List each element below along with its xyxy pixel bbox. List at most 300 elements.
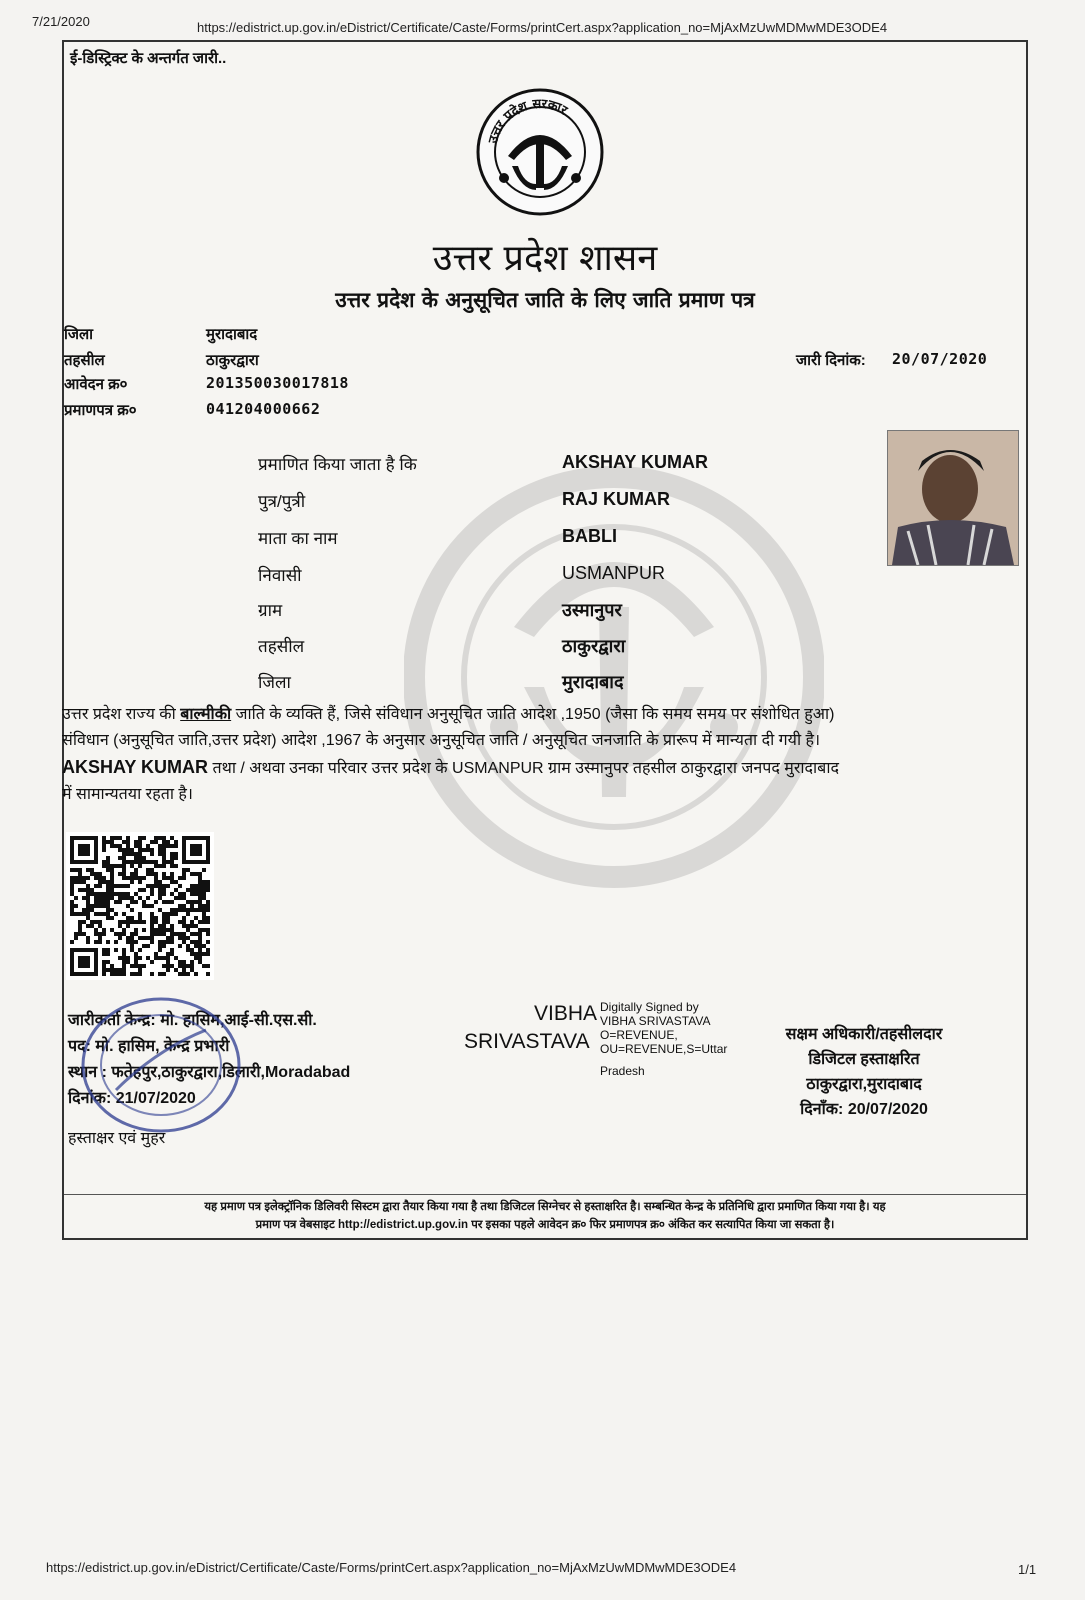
qr-module <box>126 896 130 900</box>
digital-sign-name-1: VIBHA <box>534 1002 598 1025</box>
qr-module <box>150 936 154 940</box>
qr-module <box>166 916 170 920</box>
qr-module <box>110 964 114 968</box>
qr-module <box>158 924 162 928</box>
qr-module <box>174 896 178 900</box>
qr-module <box>110 896 114 900</box>
qr-module <box>94 872 98 876</box>
qr-module <box>122 852 126 856</box>
para-text-1b: जाति के व्यक्ति हैं, जिसे संविधान अनुसूचित जाति आदेश ,1950 (जैसा कि समय समय पर संशोधित हुआ) <box>231 706 835 723</box>
qr-module <box>198 908 202 912</box>
para-line-3 <box>62 754 1002 782</box>
qr-module <box>98 932 102 936</box>
qr-module <box>178 936 182 940</box>
qr-module <box>82 908 86 912</box>
qr-module <box>174 932 178 936</box>
qr-module <box>134 940 138 944</box>
qr-module <box>206 904 210 908</box>
qr-module <box>190 884 194 888</box>
qr-module <box>182 932 186 936</box>
digital-sign-name-2: SRIVASTAVA <box>464 1030 590 1053</box>
qr-module <box>126 876 130 880</box>
qr-module <box>118 836 122 840</box>
qr-module <box>174 852 178 856</box>
qr-module <box>162 928 166 932</box>
qr-module <box>86 868 90 872</box>
meta-tehsil-label: तहसील <box>64 352 105 369</box>
qr-module <box>170 964 174 968</box>
qr-module <box>78 868 82 872</box>
field-value-mother: BABLI <box>562 526 617 546</box>
qr-module <box>182 868 186 872</box>
qr-module <box>206 916 210 920</box>
qr-module <box>198 880 202 884</box>
qr-module <box>106 896 110 900</box>
qr-module <box>86 924 90 928</box>
qr-module <box>130 964 134 968</box>
qr-module <box>90 920 94 924</box>
qr-module <box>122 864 126 868</box>
qr-module <box>158 940 162 944</box>
qr-module <box>134 868 138 872</box>
qr-module <box>102 968 106 972</box>
qr-module <box>190 924 194 928</box>
qr-module <box>114 912 118 916</box>
qr-module <box>162 940 166 944</box>
qr-module <box>86 940 90 944</box>
qr-module <box>138 972 142 976</box>
footnote <box>64 1198 1026 1234</box>
qr-module <box>170 844 174 848</box>
qr-module <box>178 960 182 964</box>
qr-module <box>82 920 86 924</box>
qr-module <box>106 904 110 908</box>
qr-module <box>158 888 162 892</box>
qr-module <box>190 964 194 968</box>
qr-module <box>142 856 146 860</box>
qr-module <box>138 916 142 920</box>
qr-module <box>178 884 182 888</box>
qr-module <box>154 928 158 932</box>
qr-module <box>94 896 98 900</box>
qr-module <box>106 840 110 844</box>
qr-module <box>190 904 194 908</box>
qr-module <box>202 880 206 884</box>
qr-module <box>170 860 174 864</box>
qr-module <box>102 952 106 956</box>
qr-module <box>90 904 94 908</box>
qr-module <box>178 932 182 936</box>
qr-module <box>166 960 170 964</box>
qr-module <box>130 900 134 904</box>
qr-module <box>130 860 134 864</box>
qr-module <box>106 860 110 864</box>
qr-module <box>142 936 146 940</box>
qr-module <box>202 868 206 872</box>
qr-module <box>70 888 74 892</box>
qr-module <box>154 864 158 868</box>
qr-code-icon[interactable] <box>66 832 214 980</box>
qr-module <box>158 948 162 952</box>
qr-module <box>110 876 114 880</box>
qr-module <box>154 872 158 876</box>
issue-date-value: 20/07/2020 <box>892 350 988 368</box>
qr-module <box>150 932 154 936</box>
qr-module <box>198 952 202 956</box>
qr-module <box>162 912 166 916</box>
qr-module <box>98 892 102 896</box>
qr-module <box>70 908 74 912</box>
qr-module <box>142 944 146 948</box>
qr-module <box>182 872 186 876</box>
qr-module <box>110 880 114 884</box>
qr-module <box>198 876 202 880</box>
qr-module <box>162 972 166 976</box>
qr-module <box>190 888 194 892</box>
authority-digital: डिजिटल हस्ताक्षरित <box>808 1051 920 1068</box>
qr-module <box>186 948 190 952</box>
qr-module <box>122 884 126 888</box>
qr-module <box>86 916 90 920</box>
qr-module <box>166 968 170 972</box>
qr-module <box>190 948 194 952</box>
qr-module <box>150 848 154 852</box>
qr-module <box>190 908 194 912</box>
qr-module <box>198 904 202 908</box>
qr-module <box>198 900 202 904</box>
qr-module <box>78 888 82 892</box>
qr-module <box>170 856 174 860</box>
qr-module <box>98 872 102 876</box>
person-photo-icon <box>888 431 1018 565</box>
qr-module <box>190 920 194 924</box>
qr-module <box>138 836 142 840</box>
qr-module <box>146 884 150 888</box>
qr-module <box>86 896 90 900</box>
qr-module <box>158 908 162 912</box>
certificate <box>62 40 1028 1240</box>
qr-module <box>206 948 210 952</box>
para-line-2: संविधान (अनुसूचित जाति,उत्तर प्रदेश) आदेश ,1967 के अनुसार अनुसूचित जाति / अनुसूचित जनजाति के प्रारूप में मान्यता दी गयी है। <box>62 732 821 749</box>
qr-module <box>178 944 182 948</box>
qr-module <box>134 892 138 896</box>
para-text-1a: उत्तर प्रदेश राज्य की <box>62 706 181 723</box>
qr-module <box>98 876 102 880</box>
qr-module <box>146 956 150 960</box>
footer-url[interactable]: https://edistrict.up.gov.in/eDistrict/Certificate/Caste/Forms/printCert.aspx?application_no=MjAxMzUwMDMwMDE3ODE4 <box>46 1560 737 1575</box>
qr-module <box>70 892 74 896</box>
qr-module <box>118 884 122 888</box>
qr-module <box>174 912 178 916</box>
field-value-village: उस्मानुपर <box>562 600 622 620</box>
qr-module <box>142 904 146 908</box>
qr-module <box>182 940 186 944</box>
qr-module <box>118 856 122 860</box>
qr-module <box>154 920 158 924</box>
qr-module <box>110 836 114 840</box>
qr-module <box>130 948 134 952</box>
qr-module <box>98 900 102 904</box>
qr-module <box>134 900 138 904</box>
qr-module <box>166 952 170 956</box>
qr-module <box>86 900 90 904</box>
digital-sign-line-3: O=REVENUE, <box>600 1028 678 1042</box>
qr-module <box>126 860 130 864</box>
qr-module <box>162 884 166 888</box>
qr-module <box>118 892 122 896</box>
qr-module <box>206 928 210 932</box>
qr-module <box>114 968 118 972</box>
qr-module <box>186 928 190 932</box>
qr-module <box>202 944 206 948</box>
issuer-sign-label: हस्ताक्षर एवं मुहर <box>68 1130 166 1147</box>
qr-module <box>166 920 170 924</box>
qr-module <box>106 892 110 896</box>
issuer-center: जारीकर्ता केन्द्र: मो. हासिम,आई-सी.एस.सी. <box>68 1012 317 1029</box>
qr-module <box>94 932 98 936</box>
qr-module <box>98 896 102 900</box>
qr-module <box>138 864 142 868</box>
qr-module <box>190 960 194 964</box>
qr-module <box>134 840 138 844</box>
qr-module <box>182 924 186 928</box>
qr-module <box>74 880 78 884</box>
qr-module <box>106 912 110 916</box>
qr-module <box>102 928 106 932</box>
para-line-1 <box>62 702 1002 728</box>
qr-module <box>138 920 142 924</box>
qr-module <box>130 936 134 940</box>
qr-module <box>142 964 146 968</box>
qr-module <box>134 860 138 864</box>
qr-module <box>150 916 154 920</box>
qr-module <box>98 924 102 928</box>
qr-module <box>198 956 202 960</box>
qr-module <box>94 928 98 932</box>
qr-module <box>158 944 162 948</box>
qr-module <box>202 888 206 892</box>
qr-module <box>70 912 74 916</box>
qr-module <box>134 932 138 936</box>
field-label-mother: माता का नाम <box>258 529 338 548</box>
qr-module <box>198 960 202 964</box>
qr-module <box>182 968 186 972</box>
qr-module <box>162 836 166 840</box>
qr-module <box>162 856 166 860</box>
qr-module <box>170 928 174 932</box>
field-label-son-daughter: पुत्र/पुत्री <box>258 492 306 511</box>
qr-module <box>106 968 110 972</box>
qr-module <box>182 964 186 968</box>
qr-module <box>150 904 154 908</box>
qr-module <box>122 848 126 852</box>
qr-module <box>194 924 198 928</box>
qr-module <box>166 936 170 940</box>
issued-under: ई-डिस्ट्रिक्ट के अन्तर्गत जारी.. <box>70 50 227 67</box>
qr-module <box>126 956 130 960</box>
qr-module <box>174 968 178 972</box>
qr-module <box>186 888 190 892</box>
qr-module <box>166 956 170 960</box>
qr-module <box>182 936 186 940</box>
qr-module <box>86 936 90 940</box>
qr-module <box>130 872 134 876</box>
qr-module <box>126 924 130 928</box>
qr-module <box>170 948 174 952</box>
qr-module <box>186 912 190 916</box>
qr-module <box>126 848 130 852</box>
qr-module <box>206 888 210 892</box>
qr-module <box>202 964 206 968</box>
qr-module <box>154 952 158 956</box>
qr-module <box>194 956 198 960</box>
qr-module <box>74 896 78 900</box>
qr-module <box>94 900 98 904</box>
qr-module <box>202 928 206 932</box>
qr-module <box>110 892 114 896</box>
qr-module <box>198 940 202 944</box>
qr-module <box>94 884 98 888</box>
meta-application-value: 201350030017818 <box>206 374 349 392</box>
qr-module <box>102 972 106 976</box>
meta-district-label: जिला <box>64 326 94 343</box>
qr-module <box>162 900 166 904</box>
qr-module <box>118 924 122 928</box>
caste-name: बाल्मीकी <box>180 706 232 723</box>
meta-district-value: मुरादाबाद <box>206 326 258 343</box>
qr-module <box>170 924 174 928</box>
qr-module <box>98 940 102 944</box>
qr-module <box>86 912 90 916</box>
qr-module <box>122 920 126 924</box>
qr-module <box>198 944 202 948</box>
qr-module <box>122 952 126 956</box>
print-url[interactable]: https://edistrict.up.gov.in/eDistrict/Certificate/Caste/Forms/printCert.aspx?application_no=MjAxMzUwMDMwMDE3ODE4 <box>197 20 888 35</box>
qr-module <box>162 848 166 852</box>
field-value-resident: USMANPUR <box>562 563 666 583</box>
qr-module <box>102 840 106 844</box>
footnote-line-2: प्रमाण पत्र वेबसाइट http://edistrict.up.gov.in पर इसका पहले आवेदन क्र० फिर प्रमाणपत्र क्र० अंकित कर सत्यापित किया जा सकता है। <box>255 1219 835 1231</box>
qr-module <box>106 940 110 944</box>
qr-module <box>182 920 186 924</box>
qr-module <box>98 904 102 908</box>
qr-module <box>138 840 142 844</box>
qr-module <box>86 904 90 908</box>
qr-module <box>170 900 174 904</box>
qr-module <box>134 876 138 880</box>
qr-module <box>74 876 78 880</box>
qr-module <box>122 856 126 860</box>
digital-sign-line-2: VIBHA SRIVASTAVA <box>600 1014 711 1028</box>
qr-module <box>150 852 154 856</box>
qr-module <box>162 964 166 968</box>
qr-module <box>86 884 90 888</box>
qr-module <box>142 876 146 880</box>
qr-module <box>150 868 154 872</box>
qr-module <box>162 844 166 848</box>
issuer-date: दिनांक: 21/07/2020 <box>68 1090 196 1107</box>
qr-module <box>90 924 94 928</box>
up-government-emblem-icon <box>474 86 606 218</box>
qr-module <box>150 940 154 944</box>
qr-module <box>142 836 146 840</box>
qr-module <box>122 972 126 976</box>
qr-module <box>102 932 106 936</box>
qr-module <box>110 840 114 844</box>
qr-module <box>114 892 118 896</box>
qr-module <box>150 860 154 864</box>
qr-module <box>102 860 106 864</box>
qr-module <box>122 868 126 872</box>
qr-module <box>102 848 106 852</box>
qr-module <box>206 884 210 888</box>
qr-module <box>198 888 202 892</box>
qr-module <box>158 956 162 960</box>
qr-module <box>146 860 150 864</box>
qr-module <box>158 892 162 896</box>
qr-module <box>130 880 134 884</box>
qr-module <box>186 868 190 872</box>
qr-module <box>102 960 106 964</box>
qr-module <box>158 880 162 884</box>
qr-module <box>70 940 74 944</box>
qr-module <box>150 972 154 976</box>
field-label-tehsil: तहसील <box>258 637 305 656</box>
issuer-stamp-icon <box>76 990 246 1140</box>
qr-module <box>190 932 194 936</box>
qr-module <box>190 952 194 956</box>
qr-module <box>158 972 162 976</box>
qr-module <box>102 880 106 884</box>
qr-module <box>170 876 174 880</box>
qr-module <box>166 900 170 904</box>
qr-module <box>150 884 154 888</box>
qr-module <box>166 844 170 848</box>
qr-module <box>118 956 122 960</box>
qr-module <box>206 932 210 936</box>
digital-sign-details <box>600 1000 727 1078</box>
qr-module <box>198 932 202 936</box>
qr-module <box>114 836 118 840</box>
qr-module <box>78 924 82 928</box>
qr-module <box>74 932 78 936</box>
qr-module <box>162 864 166 868</box>
qr-module <box>126 884 130 888</box>
qr-module <box>202 908 206 912</box>
qr-module <box>130 944 134 948</box>
qr-module <box>78 928 82 932</box>
field-value-name: AKSHAY KUMAR <box>562 452 709 472</box>
meta-certificate-label: प्रमाणपत्र क्र० <box>64 402 137 419</box>
qr-module <box>130 916 134 920</box>
qr-module <box>154 880 158 884</box>
qr-module <box>98 912 102 916</box>
qr-module <box>198 920 202 924</box>
qr-module <box>170 892 174 896</box>
qr-module <box>162 852 166 856</box>
qr-module <box>150 960 154 964</box>
qr-module <box>122 840 126 844</box>
qr-module <box>82 880 86 884</box>
qr-module <box>202 884 206 888</box>
qr-module <box>194 972 198 976</box>
qr-module <box>94 876 98 880</box>
qr-module <box>94 920 98 924</box>
qr-module <box>138 912 142 916</box>
qr-module <box>142 900 146 904</box>
qr-module <box>194 952 198 956</box>
qr-module <box>118 864 122 868</box>
